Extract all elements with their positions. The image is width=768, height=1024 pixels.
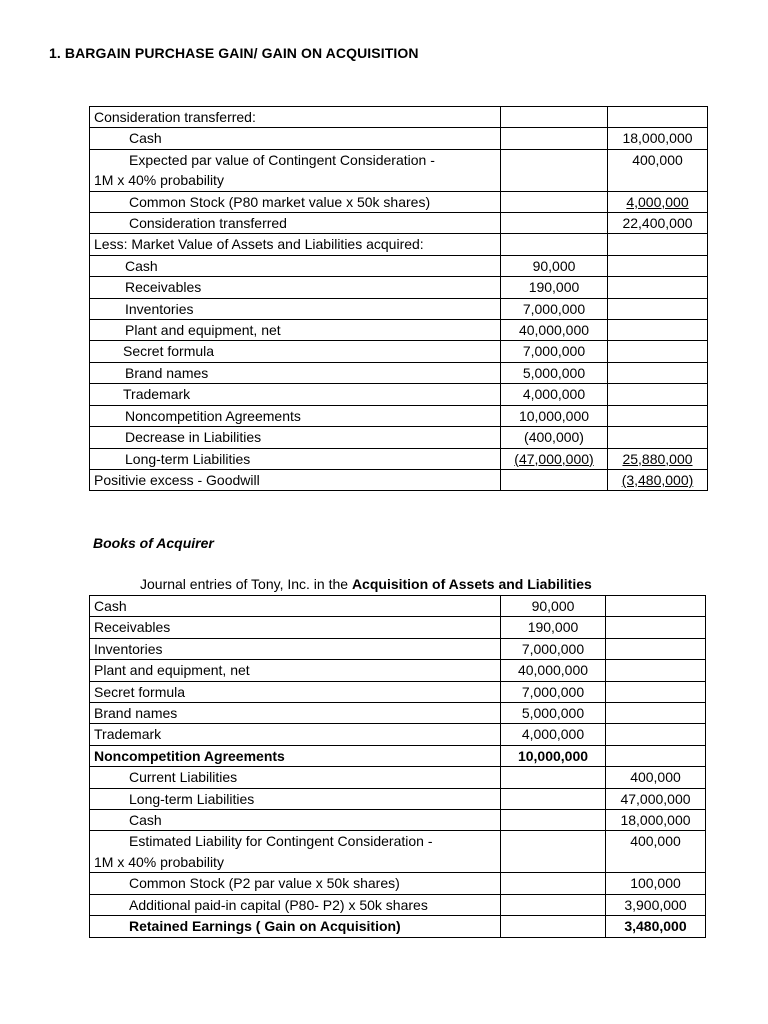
books-of-acquirer-heading: Books of Acquirer bbox=[93, 535, 214, 551]
amount-cell: (400,000) bbox=[501, 427, 608, 448]
section-heading: 1. BARGAIN PURCHASE GAIN/ GAIN ON ACQUISITION bbox=[49, 45, 419, 61]
account-label: Brand names bbox=[90, 703, 501, 724]
table-row bbox=[90, 255, 708, 276]
table-row bbox=[90, 405, 708, 426]
amount-cell: 400,000 bbox=[608, 149, 708, 191]
credit-cell: 18,000,000 bbox=[606, 810, 706, 831]
acquisition-computation-table bbox=[89, 106, 708, 491]
account-label: Secret formula bbox=[90, 681, 501, 702]
credit-cell: 3,480,000 bbox=[606, 916, 706, 937]
credit-cell: 47,000,000 bbox=[606, 788, 706, 809]
table-row bbox=[90, 427, 708, 448]
credit-cell: 100,000 bbox=[606, 873, 706, 894]
amount-cell: 40,000,000 bbox=[501, 320, 608, 341]
table-row bbox=[90, 128, 708, 149]
account-label: Trademark bbox=[90, 724, 501, 745]
amount-cell: 18,000,000 bbox=[608, 128, 708, 149]
amount-cell: 10,000,000 bbox=[501, 405, 608, 426]
amount-cell: 90,000 bbox=[501, 255, 608, 276]
table-row bbox=[90, 703, 706, 724]
table-row bbox=[90, 341, 708, 362]
table-row bbox=[90, 660, 706, 681]
row-label: Inventories bbox=[90, 298, 501, 319]
row-label: Common Stock (P80 market value x 50k shares) bbox=[90, 191, 501, 212]
account-label: Estimated Liability for Contingent Consideration - 1M x 40% probability bbox=[90, 831, 501, 873]
table-row bbox=[90, 384, 708, 405]
row-label: Noncompetition Agreements bbox=[90, 405, 501, 426]
table-row bbox=[90, 448, 708, 469]
amount-cell: 4,000,000 bbox=[501, 384, 608, 405]
amount-cell: 7,000,000 bbox=[501, 341, 608, 362]
debit-cell: 10,000,000 bbox=[501, 745, 606, 766]
table-row bbox=[90, 810, 706, 831]
table-row bbox=[90, 724, 706, 745]
table-row bbox=[90, 831, 706, 873]
account-label: Common Stock (P2 par value x 50k shares) bbox=[90, 873, 501, 894]
table-row bbox=[90, 107, 708, 128]
debit-cell: 4,000,000 bbox=[501, 724, 606, 745]
debit-cell: 40,000,000 bbox=[501, 660, 606, 681]
account-label: Long-term Liabilities bbox=[90, 788, 501, 809]
table-row bbox=[90, 788, 706, 809]
account-label: Plant and equipment, net bbox=[90, 660, 501, 681]
credit-cell: 400,000 bbox=[606, 831, 706, 873]
amount-cell: 22,400,000 bbox=[608, 213, 708, 234]
table-row bbox=[90, 617, 706, 638]
table-row bbox=[90, 191, 708, 212]
account-label: Current Liabilities bbox=[90, 767, 501, 788]
table-row bbox=[90, 277, 708, 298]
amount-cell: 25,880,000 bbox=[608, 448, 708, 469]
row-label: Long-term Liabilities bbox=[90, 448, 501, 469]
account-label: Cash bbox=[90, 596, 501, 617]
row-label: Secret formula bbox=[90, 341, 501, 362]
debit-cell: 5,000,000 bbox=[501, 703, 606, 724]
table-row bbox=[90, 298, 708, 319]
amount-cell: 7,000,000 bbox=[501, 298, 608, 319]
row-label: Receivables bbox=[90, 277, 501, 298]
row-label: Brand names bbox=[90, 362, 501, 383]
journal-entries-table bbox=[89, 595, 706, 938]
row-label: Cash bbox=[90, 128, 501, 149]
row-label: Expected par value of Contingent Consideration - 1M x 40% probability bbox=[90, 149, 501, 191]
journal-caption: Journal entries of Tony, Inc. in the Acquisition of Assets and Liabilities bbox=[140, 576, 592, 592]
table-row bbox=[90, 362, 708, 383]
debit-cell: 90,000 bbox=[501, 596, 606, 617]
row-label: Consideration transferred bbox=[90, 213, 501, 234]
amount-cell: (3,480,000) bbox=[608, 469, 708, 490]
amount-cell: (47,000,000) bbox=[501, 448, 608, 469]
table-row bbox=[90, 596, 706, 617]
debit-cell: 190,000 bbox=[501, 617, 606, 638]
debit-cell: 7,000,000 bbox=[501, 681, 606, 702]
amount-cell: 190,000 bbox=[501, 277, 608, 298]
table-row bbox=[90, 149, 708, 191]
credit-cell: 3,900,000 bbox=[606, 894, 706, 915]
table-row bbox=[90, 469, 708, 490]
account-label: Noncompetition Agreements bbox=[90, 745, 501, 766]
table-row bbox=[90, 916, 706, 937]
row-label: Positivie excess - Goodwill bbox=[90, 469, 501, 490]
table-row bbox=[90, 873, 706, 894]
table-row bbox=[90, 894, 706, 915]
account-label: Cash bbox=[90, 810, 501, 831]
account-label: Receivables bbox=[90, 617, 501, 638]
row-label: Consideration transferred: bbox=[90, 107, 501, 128]
debit-cell: 7,000,000 bbox=[501, 638, 606, 659]
table-row bbox=[90, 213, 708, 234]
row-label: Cash bbox=[90, 255, 501, 276]
table-row bbox=[90, 745, 706, 766]
amount-cell: 5,000,000 bbox=[501, 362, 608, 383]
account-label: Retained Earnings ( Gain on Acquisition) bbox=[90, 916, 501, 937]
row-label: Decrease in Liabilities bbox=[90, 427, 501, 448]
row-label: Trademark bbox=[90, 384, 501, 405]
row-label: Less: Market Value of Assets and Liabilities acquired: bbox=[90, 234, 501, 255]
table-row bbox=[90, 681, 706, 702]
table-row bbox=[90, 320, 708, 341]
table-row bbox=[90, 234, 708, 255]
table-row bbox=[90, 638, 706, 659]
table-row bbox=[90, 767, 706, 788]
amount-cell: 4,000,000 bbox=[608, 191, 708, 212]
account-label: Inventories bbox=[90, 638, 501, 659]
credit-cell: 400,000 bbox=[606, 767, 706, 788]
account-label: Additional paid-in capital (P80- P2) x 50k shares bbox=[90, 894, 501, 915]
row-label: Plant and equipment, net bbox=[90, 320, 501, 341]
